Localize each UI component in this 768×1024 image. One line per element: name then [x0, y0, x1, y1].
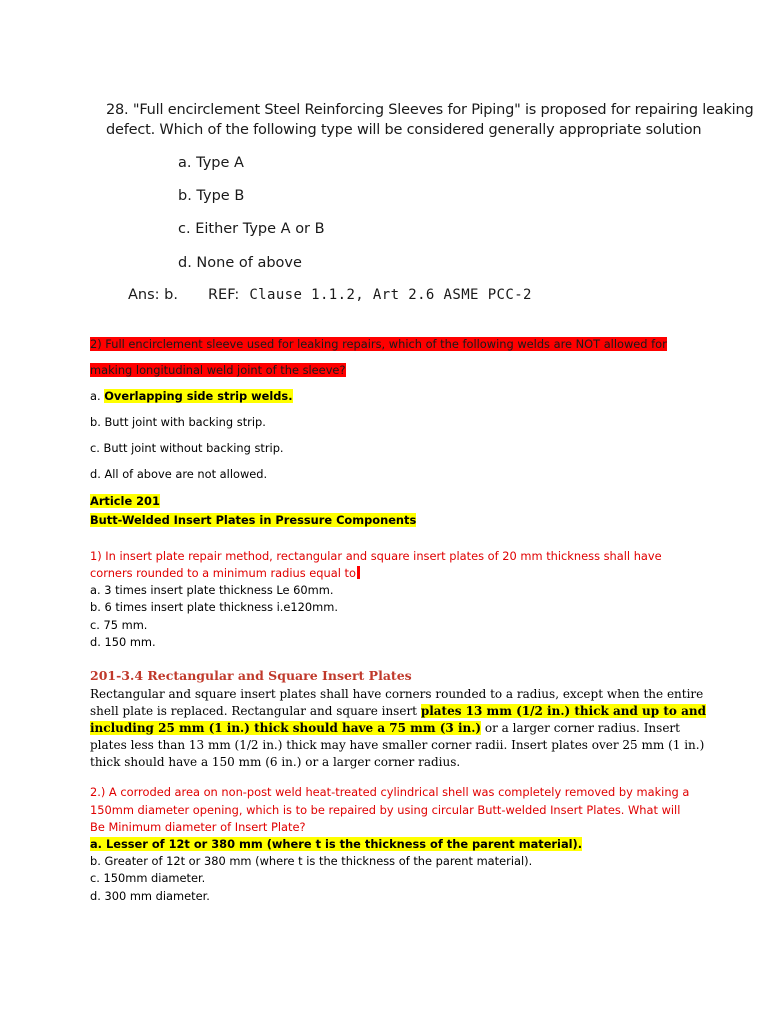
q28-ref-label: REF: — [207, 287, 240, 303]
question-28-line-2: defect. Which of the following type will be considered generally appropriate solution — [106, 122, 702, 138]
q1-option-b: b. 6 times insert plate thickness i.e120mm. — [90, 600, 338, 614]
section-line-4: plates less than 13 mm (1/2 in.) thick may have smaller corner radii. Insert plates over 25 mm (1 in.) — [90, 738, 705, 752]
q28-answer-reference — [128, 287, 532, 303]
q2-insert-option-a — [90, 837, 582, 851]
article-title: Butt-Welded Insert Plates in Pressure Components — [90, 513, 417, 527]
section-line-1: Rectangular and square insert plates shall have corners rounded to a radius, except when the entire — [90, 687, 704, 701]
q2-sleeve-option-a: a. Overlapping side strip welds. — [90, 389, 293, 403]
section-heading: 201-3.4 Rectangular and Square Insert Plates — [90, 668, 412, 683]
highlighted-answer: Overlapping side strip welds. — [104, 389, 293, 403]
q2-insert-option-c: c. 150mm diameter. — [90, 871, 206, 885]
q1-option-d: d. 150 mm. — [90, 635, 156, 649]
q1-line-1: 1) In insert plate repair method, rectangular and square insert plates of 20 mm thickness shall have — [90, 549, 662, 563]
section-line-2: shell plate is replaced. Rectangular and square insert plates 13 mm (1/2 in.) thick and up to and — [90, 704, 706, 718]
q2-sleeve-option-b: b. Butt joint with backing strip. — [90, 415, 266, 429]
text-cursor — [357, 566, 360, 579]
question-28 — [106, 100, 754, 140]
q2-insert-option-b: b. Greater of 12t or 380 mm (where t is the thickness of the parent material). — [90, 854, 533, 868]
q2-sleeve-option-c: c. Butt joint without backing strip. — [90, 441, 284, 455]
question-28-line-1: 28. "Full encirclement Steel Reinforcing Sleeves for Piping" is proposed for repairing leaking — [106, 102, 754, 118]
q28-answer: Ans: b. — [128, 287, 178, 303]
section-line-3: including 25 mm (1 in.) thick should have a 75 mm (3 in.) or a larger corner radius. Insert — [90, 721, 680, 735]
q2-sleeve-line-1: 2) Full encirclement sleeve used for leaking repairs, which of the following welds are NOT allowed for — [90, 337, 667, 351]
q2-insert-line-1: 2.) A corroded area on non-post weld heat-treated cylindrical shell was completely removed by making a — [90, 785, 690, 799]
section-line-5: thick should have a 150 mm (6 in.) or a larger corner radius. — [90, 755, 461, 769]
q2-sleeve-line-2: making longitudinal weld joint of the sleeve? — [90, 363, 346, 377]
highlighted-answer: a. Lesser of 12t or 380 mm (where t is the thickness of the parent material). — [90, 837, 583, 851]
q1-line-2: corners rounded to a minimum radius equal to — [90, 566, 360, 580]
q2-insert-line-3: Be Minimum diameter of Insert Plate? — [90, 820, 306, 834]
q2-insert-line-2: 150mm diameter opening, which is to be repaired by using circular Butt-welded Insert Plates. What will — [90, 803, 681, 817]
q28-option-c: c. Either Type A or B — [178, 221, 325, 237]
q28-option-d: d. None of above — [178, 255, 302, 271]
q2-insert-option-d: d. 300 mm diameter. — [90, 889, 210, 903]
q28-option-b: b. Type B — [178, 188, 245, 204]
q1-option-a: a. 3 times insert plate thickness Le 60mm. — [90, 583, 334, 597]
q28-option-a: a. Type A — [178, 155, 244, 171]
article-number: Article 201 — [90, 494, 160, 508]
q28-ref-clause: Clause 1.1.2, Art 2.6 ASME PCC-2 — [249, 287, 532, 303]
q1-option-c: c. 75 mm. — [90, 618, 148, 632]
q2-sleeve-option-d: d. All of above are not allowed. — [90, 467, 268, 481]
